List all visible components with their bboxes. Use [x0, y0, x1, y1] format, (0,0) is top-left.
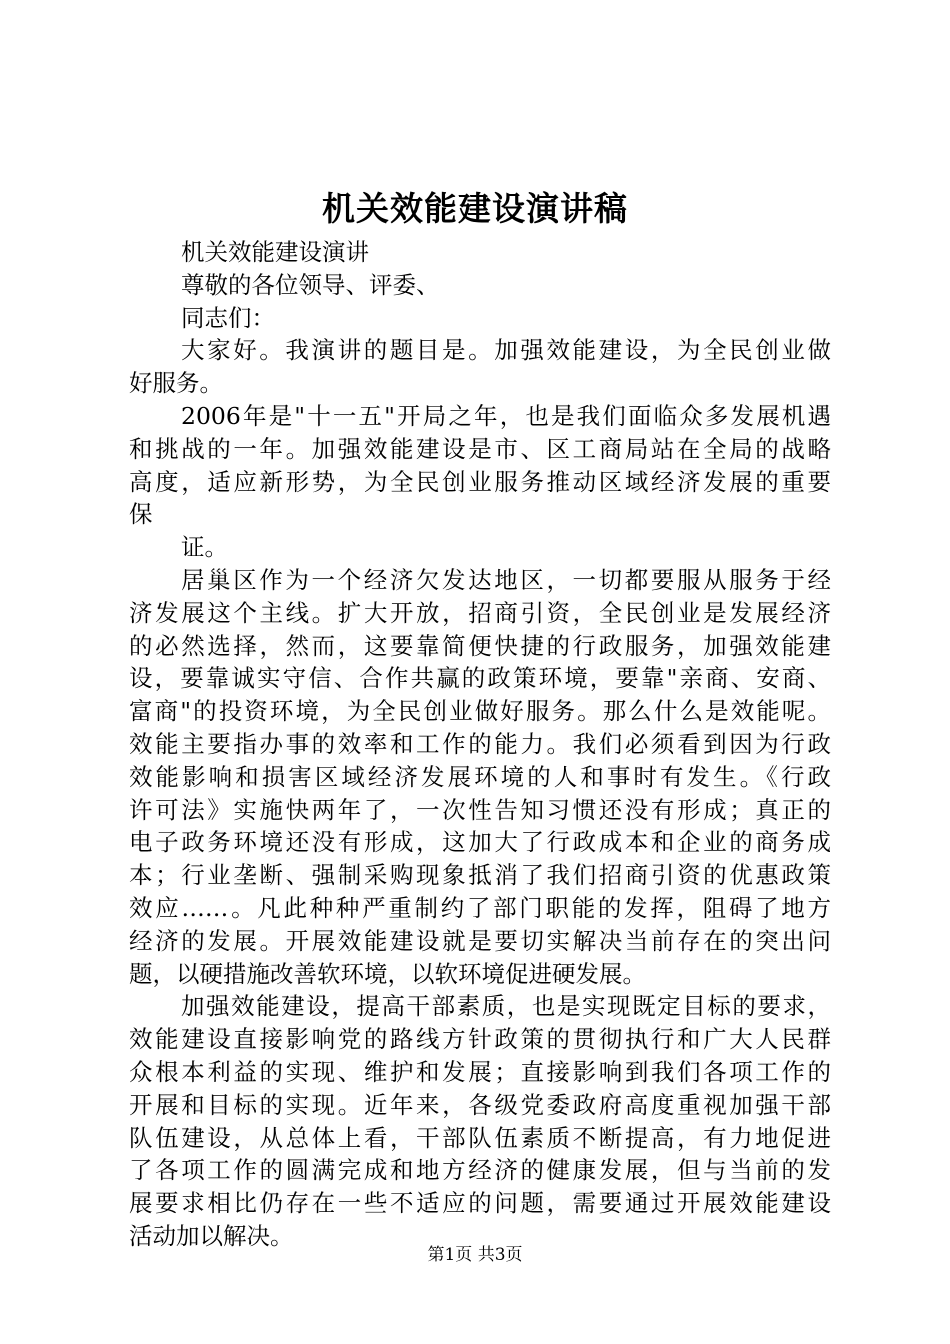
body-line-text: 题，以硬措施改善软环境，以软环境促进硬发展。: [129, 959, 646, 988]
body-line: [129, 1056, 831, 1089]
body-line-text: 效能主要指办事的效率和工作的能力。我们必须看到因为行政: [129, 729, 831, 758]
body-line: [129, 1023, 831, 1056]
body-line: [129, 892, 831, 925]
body-line-text: 保: [129, 500, 153, 529]
body-line: [129, 334, 831, 367]
body-line-text: 电子政务环境还没有形成，这加大了行政成本和企业的商务成: [129, 828, 831, 857]
body-line-text: 高度，适应新形势，为全民创业服务推动区域经济发展的重要: [129, 467, 831, 496]
body-line-text: 活动加以解决。: [129, 1221, 294, 1250]
body-line: [129, 761, 831, 794]
body-line: [129, 302, 831, 335]
body-line-text: 本；行业垄断、强制采购现象抵消了我们招商引资的优惠政策: [129, 861, 831, 890]
body-line-text: 好服务。: [129, 369, 223, 398]
body-line-text: 同志们：: [181, 303, 275, 332]
body-line: [129, 433, 831, 466]
body-line: [129, 859, 831, 892]
body-line: [129, 826, 831, 859]
body-line: [129, 269, 831, 302]
body-line: [129, 728, 831, 761]
body-line: [129, 1154, 831, 1187]
body-line-text: 加强效能建设，提高干部素质，也是实现既定目标的要求，: [181, 992, 831, 1021]
body-line-text: 效能建设直接影响党的路线方针政策的贯彻执行和广大人民群: [129, 1025, 831, 1054]
body-line: [129, 1089, 831, 1122]
body-line: [129, 630, 831, 663]
body-line: [129, 794, 831, 827]
body-line-text: 许可法》实施快两年了，一次性告知习惯还没有形成；真正的: [129, 795, 831, 824]
body-line-text: 效能影响和损害区域经济发展环境的人和事时有发生。《行政: [129, 762, 831, 791]
body-line-text: 队伍建设，从总体上看，干部队伍素质不断提高，有力地促进: [129, 1123, 831, 1152]
body-line: [129, 958, 831, 991]
body-line-text: 设，要靠诚实守信、合作共赢的政策环境，要靠"亲商、安商、: [129, 664, 831, 693]
body-line: [129, 236, 831, 269]
body-line-text: 开展和目标的实现。近年来，各级党委政府高度重视加强干部: [129, 1090, 831, 1119]
body-line: [129, 564, 831, 597]
body-line: [129, 695, 831, 728]
document-title: 机关效能建设演讲稿: [322, 189, 628, 228]
body-line: [129, 925, 831, 958]
body-line: [129, 531, 831, 564]
body-line-text: 的必然选择，然而，这要靠简便快捷的行政服务，加强效能建: [129, 631, 831, 660]
body-line-text: 和挑战的一年。加强效能建设是市、区工商局站在全局的战略: [129, 434, 831, 463]
body-line-text: 大家好。我演讲的题目是。加强效能建设，为全民创业做: [181, 336, 831, 365]
body-line: [129, 662, 831, 695]
body-line-text: 富商"的投资环境，为全民创业做好服务。那么什么是效能呢。: [129, 697, 831, 726]
body-line-text: 济发展这个主线。扩大开放，招商引资，全民创业是发展经济: [129, 598, 831, 627]
body-line: [129, 1122, 831, 1155]
document-body: [129, 236, 831, 1253]
body-line-text: 尊敬的各位领导、评委、: [181, 270, 440, 299]
body-line: [129, 1187, 831, 1220]
body-line: [129, 597, 831, 630]
body-line-text: 证。: [181, 533, 228, 562]
body-line: [129, 400, 831, 433]
body-line: [129, 367, 831, 400]
body-line-text: 众根本利益的实现、维护和发展；直接影响到我们各项工作的: [129, 1057, 831, 1086]
body-line-text: 了各项工作的圆满完成和地方经济的健康发展，但与当前的发: [129, 1156, 831, 1185]
body-line-text: 2006年是"十一五"开局之年，也是我们面临众多发展机遇: [181, 401, 831, 430]
body-line: [129, 466, 831, 499]
body-line-text: 居巢区作为一个经济欠发达地区，一切都要服从服务于经: [181, 565, 831, 594]
body-line-text: 展要求相比仍存在一些不适应的问题，需要通过开展效能建设: [129, 1189, 831, 1218]
body-line-text: 机关效能建设演讲: [181, 238, 369, 266]
body-line-text: 经济的发展。开展效能建设就是要切实解决当前存在的突出问: [129, 926, 831, 955]
body-line: [129, 990, 831, 1023]
body-line-text: 效应……。凡此种种严重制约了部门职能的发挥，阻碍了地方: [129, 893, 831, 922]
body-line: [129, 498, 831, 531]
page-number: 第1页 共3页: [427, 1245, 523, 1265]
